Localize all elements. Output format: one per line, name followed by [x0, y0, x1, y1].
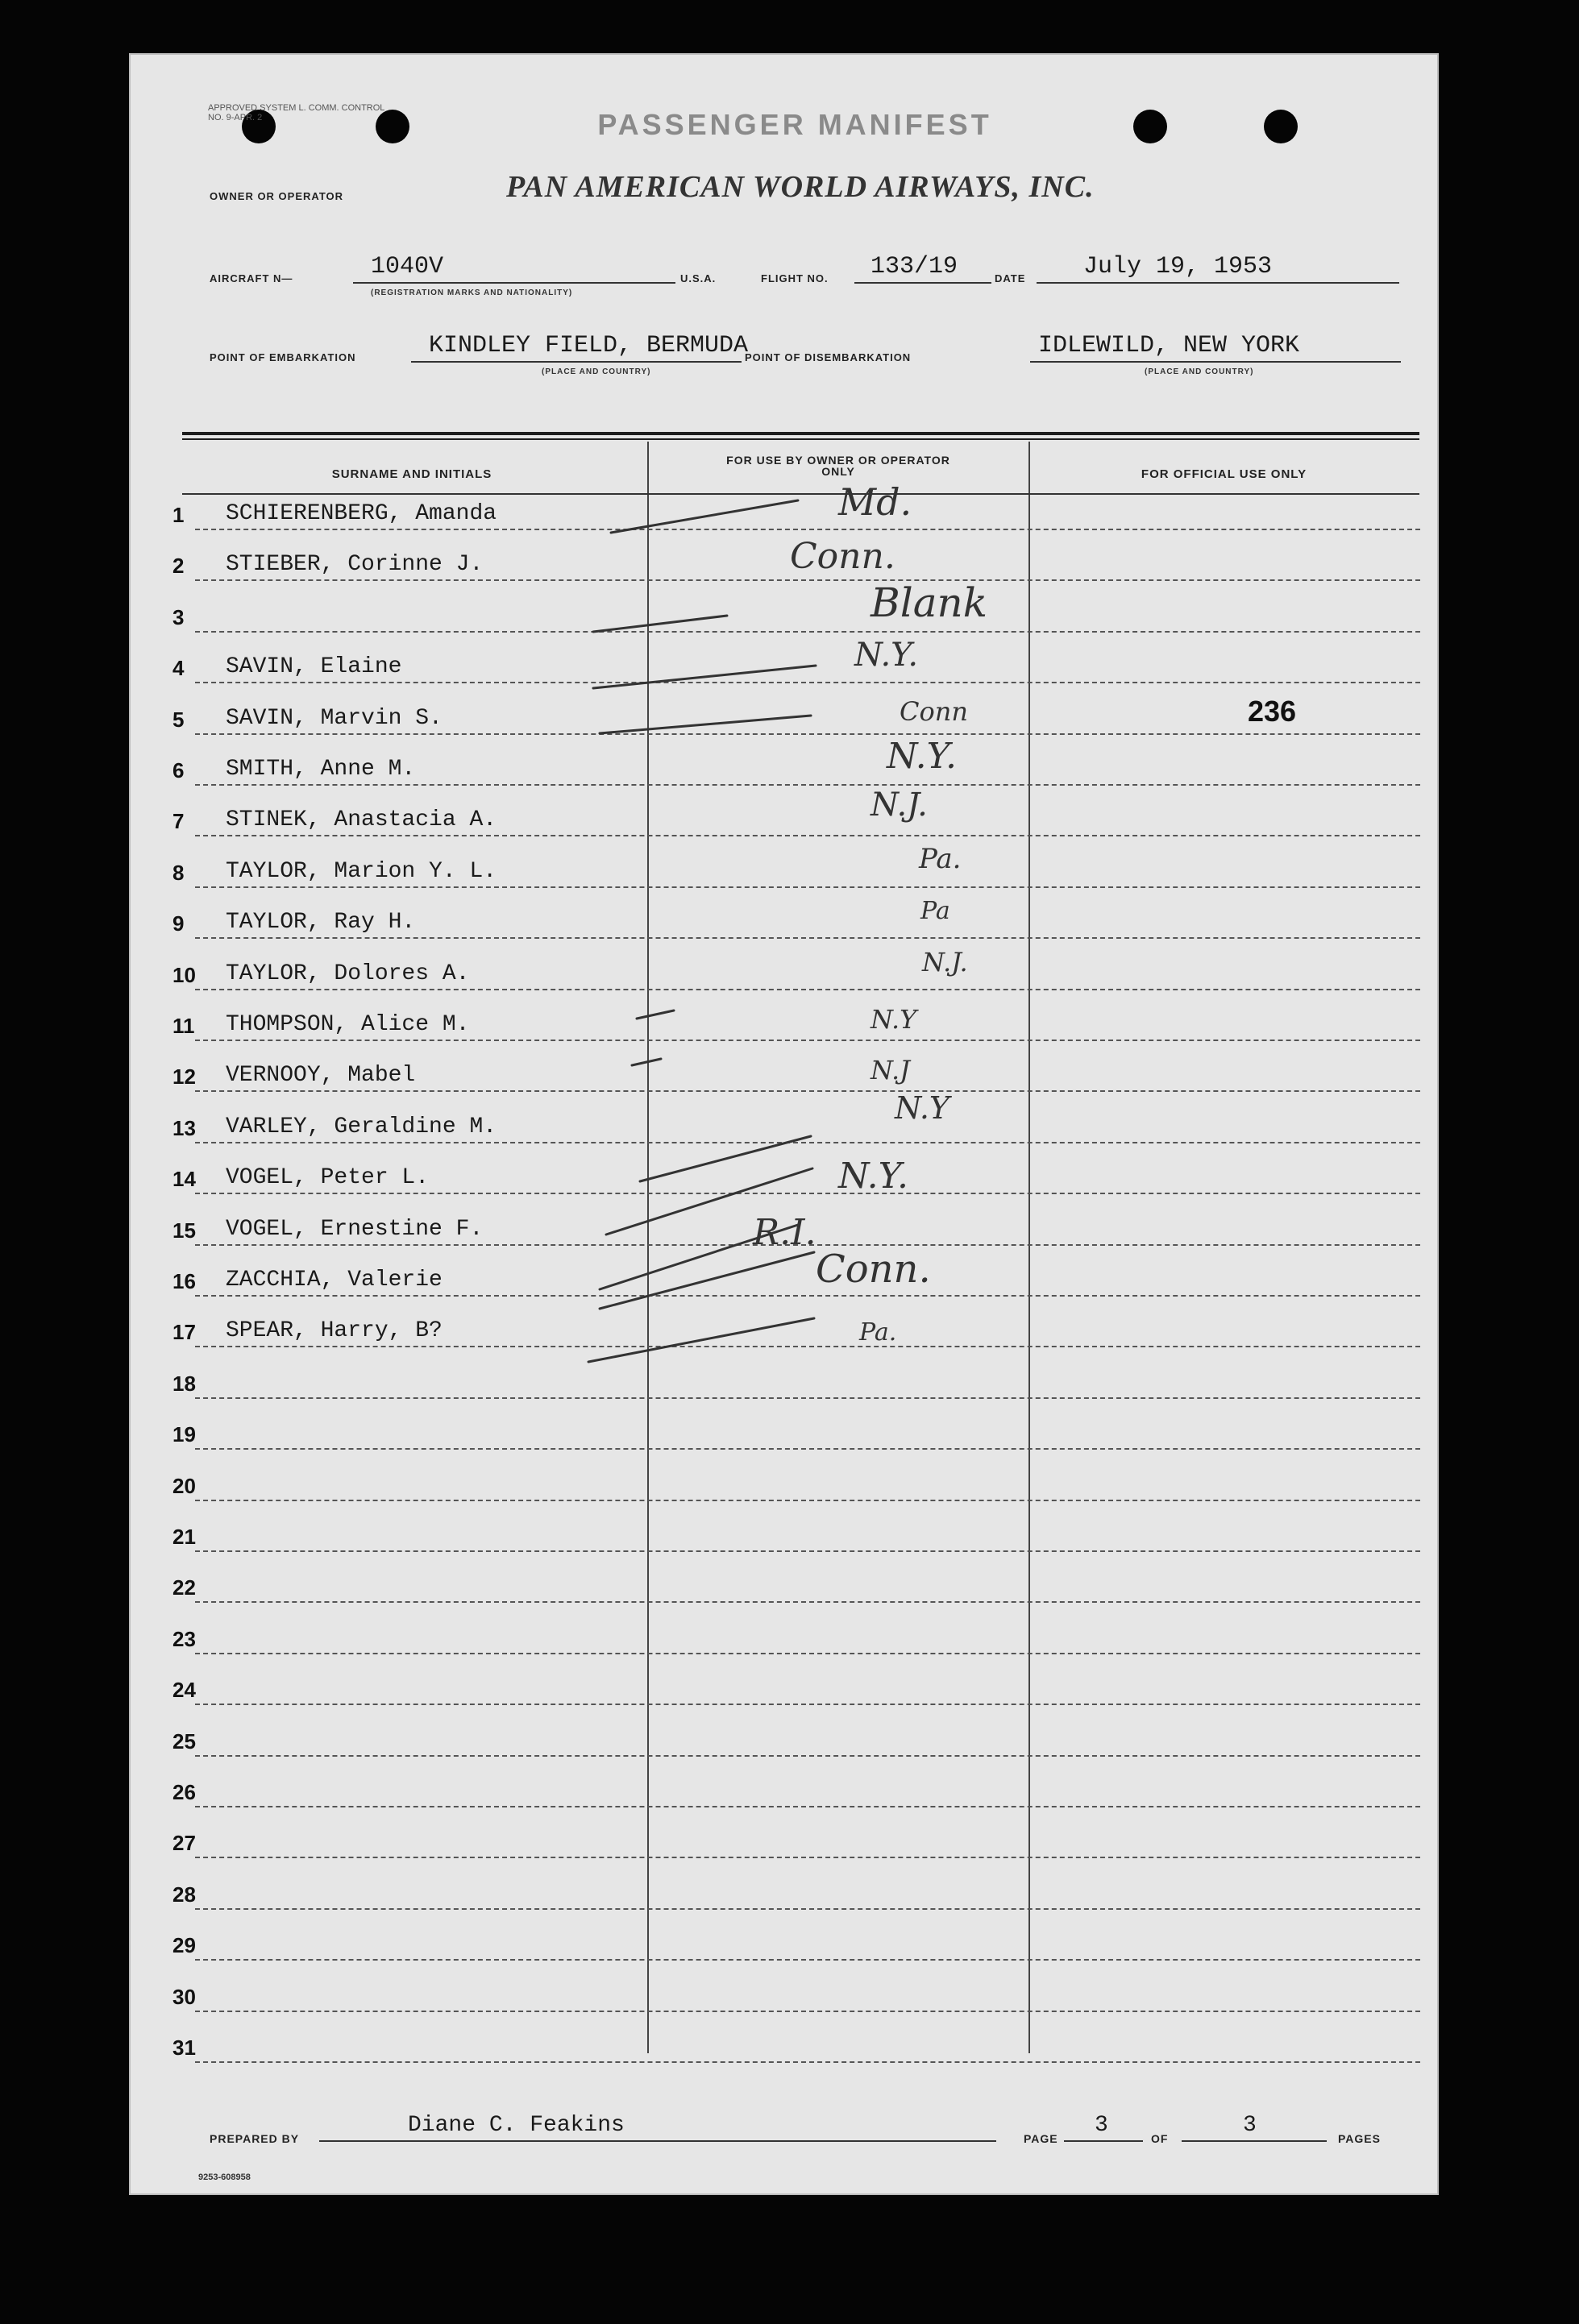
passenger-state: Pa [920, 897, 950, 926]
row-number: 18 [172, 1371, 196, 1396]
usa-label: U.S.A. [680, 272, 717, 284]
official-code: 236 [1248, 694, 1297, 728]
page-value: 3 [1095, 2113, 1108, 2138]
aircraft-value: 1040V [371, 253, 444, 280]
row-number: 7 [172, 809, 185, 834]
row-number: 6 [172, 758, 185, 782]
passenger-name: THOMPSON, Alice M. [226, 1012, 470, 1037]
row-number: 12 [172, 1064, 196, 1089]
passenger-state: Conn [900, 695, 968, 727]
row-number: 25 [172, 1728, 196, 1753]
passenger-name: SPEAR, Harry, B? [226, 1318, 443, 1344]
passenger-name: VERNOOY, Mabel [226, 1063, 416, 1089]
passenger-state: N.J [871, 1055, 910, 1086]
passenger-state: N.J. [922, 946, 968, 977]
row-number: 23 [172, 1626, 196, 1651]
row-number: 22 [172, 1575, 196, 1600]
row-number: 17 [172, 1320, 196, 1345]
embark-label: POINT OF EMBARKATION [210, 351, 356, 363]
page-label: PAGE [1024, 2132, 1058, 2145]
prepared-value: Diane C. Feakins [408, 2113, 625, 2138]
passenger-state: Pa. [919, 842, 962, 875]
passenger-name: ZACCHIA, Valerie [226, 1268, 443, 1293]
manifest-sheet [129, 53, 1439, 2195]
row-number: 4 [172, 656, 185, 681]
row-number: 11 [172, 1014, 195, 1038]
row-number: 3 [172, 604, 185, 629]
col-official: FOR OFFICIAL USE ONLY [1141, 467, 1307, 481]
passenger-state: N.Y. [887, 736, 958, 777]
aircraft-sub: (REGISTRATION MARKS AND NATIONALITY) [371, 288, 573, 297]
of-label: OF [1151, 2132, 1169, 2145]
row-number: 24 [172, 1678, 196, 1703]
embark-value: KINDLEY FIELD, BERMUDA [429, 332, 749, 359]
row-number: 30 [172, 1984, 196, 2009]
passenger-state: Blank [871, 579, 988, 626]
flight-label: FLIGHT NO. [761, 272, 829, 284]
passenger-state: N.J. [871, 786, 928, 824]
row-number: 20 [172, 1473, 196, 1498]
row-number: 21 [172, 1525, 196, 1549]
row-number: 16 [172, 1269, 196, 1293]
passenger-state: N.Y. [854, 637, 919, 674]
passenger-name: VOGEL, Peter L. [226, 1165, 430, 1191]
passenger-name: VOGEL, Ernestine F. [226, 1216, 484, 1242]
of-value: 3 [1243, 2113, 1257, 2138]
row-number: 29 [172, 1933, 196, 1958]
col-surname: SURNAME AND INITIALS [331, 467, 492, 481]
col-owner: FOR USE BY OWNER OR OPERATOR ONLY [726, 454, 950, 478]
passenger-name: SAVIN, Marvin S. [226, 705, 443, 731]
date-value: July 19, 1953 [1083, 253, 1273, 280]
form-title: PASSENGER MANIFEST [597, 108, 992, 141]
passenger-name: STINEK, Anastacia A. [226, 807, 497, 833]
passenger-name: STIEBER, Corinne J. [226, 552, 484, 578]
passenger-state: Conn. [816, 1247, 931, 1292]
passenger-name: SAVIN, Elaine [226, 654, 402, 680]
row-number: 8 [172, 860, 185, 885]
company-name: PAN AMERICAN WORLD AIRWAYS, INC. [506, 170, 1095, 204]
passenger-state: Md. [838, 480, 912, 524]
prepared-label: PREPARED BY [210, 2132, 300, 2145]
passenger-name: SMITH, Anne M. [226, 757, 416, 782]
row-number: 2 [172, 554, 185, 579]
row-number: 10 [172, 962, 196, 987]
passenger-name: SCHIERENBERG, Amanda [226, 501, 497, 526]
row-number: 14 [172, 1167, 196, 1192]
passenger-state: N.Y. [838, 1156, 909, 1197]
row-number: 5 [172, 707, 185, 732]
row-number: 19 [172, 1422, 196, 1447]
embark-sub: (PLACE AND COUNTRY) [542, 367, 651, 376]
passenger-name: TAYLOR, Dolores A. [226, 961, 470, 986]
passenger-state: Conn. [790, 536, 895, 578]
approval-note: APPROVED SYSTEM L. COMM. CONTROL NO. 9-APR. 2 [208, 103, 385, 122]
date-label: DATE [995, 272, 1026, 284]
row-number: 1 [172, 503, 185, 527]
aircraft-label: AIRCRAFT N— [210, 272, 293, 284]
passenger-name: TAYLOR, Marion Y. L. [226, 858, 497, 884]
passenger-name: VARLEY, Geraldine M. [226, 1114, 497, 1139]
pages-label: PAGES [1338, 2132, 1381, 2145]
row-number: 15 [172, 1218, 196, 1243]
row-number: 31 [172, 2036, 196, 2060]
row-number: 13 [172, 1115, 196, 1140]
row-number: 28 [172, 1882, 196, 1907]
owner-label: OWNER OR OPERATOR [210, 190, 344, 202]
disembark-label: POINT OF DISEMBARKATION [745, 351, 912, 363]
row-number: 26 [172, 1780, 196, 1804]
passenger-state: N.Y [895, 1089, 949, 1126]
flight-value: 133/19 [871, 253, 958, 280]
form-number: 9253-608958 [198, 2173, 251, 2182]
passenger-state: R.I. [753, 1211, 817, 1253]
passenger-name: TAYLOR, Ray H. [226, 910, 416, 936]
disembark-sub: (PLACE AND COUNTRY) [1145, 367, 1254, 376]
row-number: 9 [172, 911, 185, 936]
disembark-value: IDLEWILD, NEW YORK [1038, 332, 1300, 359]
passenger-state: N.Y [871, 1004, 917, 1035]
row-number: 27 [172, 1831, 196, 1856]
passenger-state: Pa. [859, 1318, 897, 1347]
pen-strokes [129, 53, 1439, 2195]
